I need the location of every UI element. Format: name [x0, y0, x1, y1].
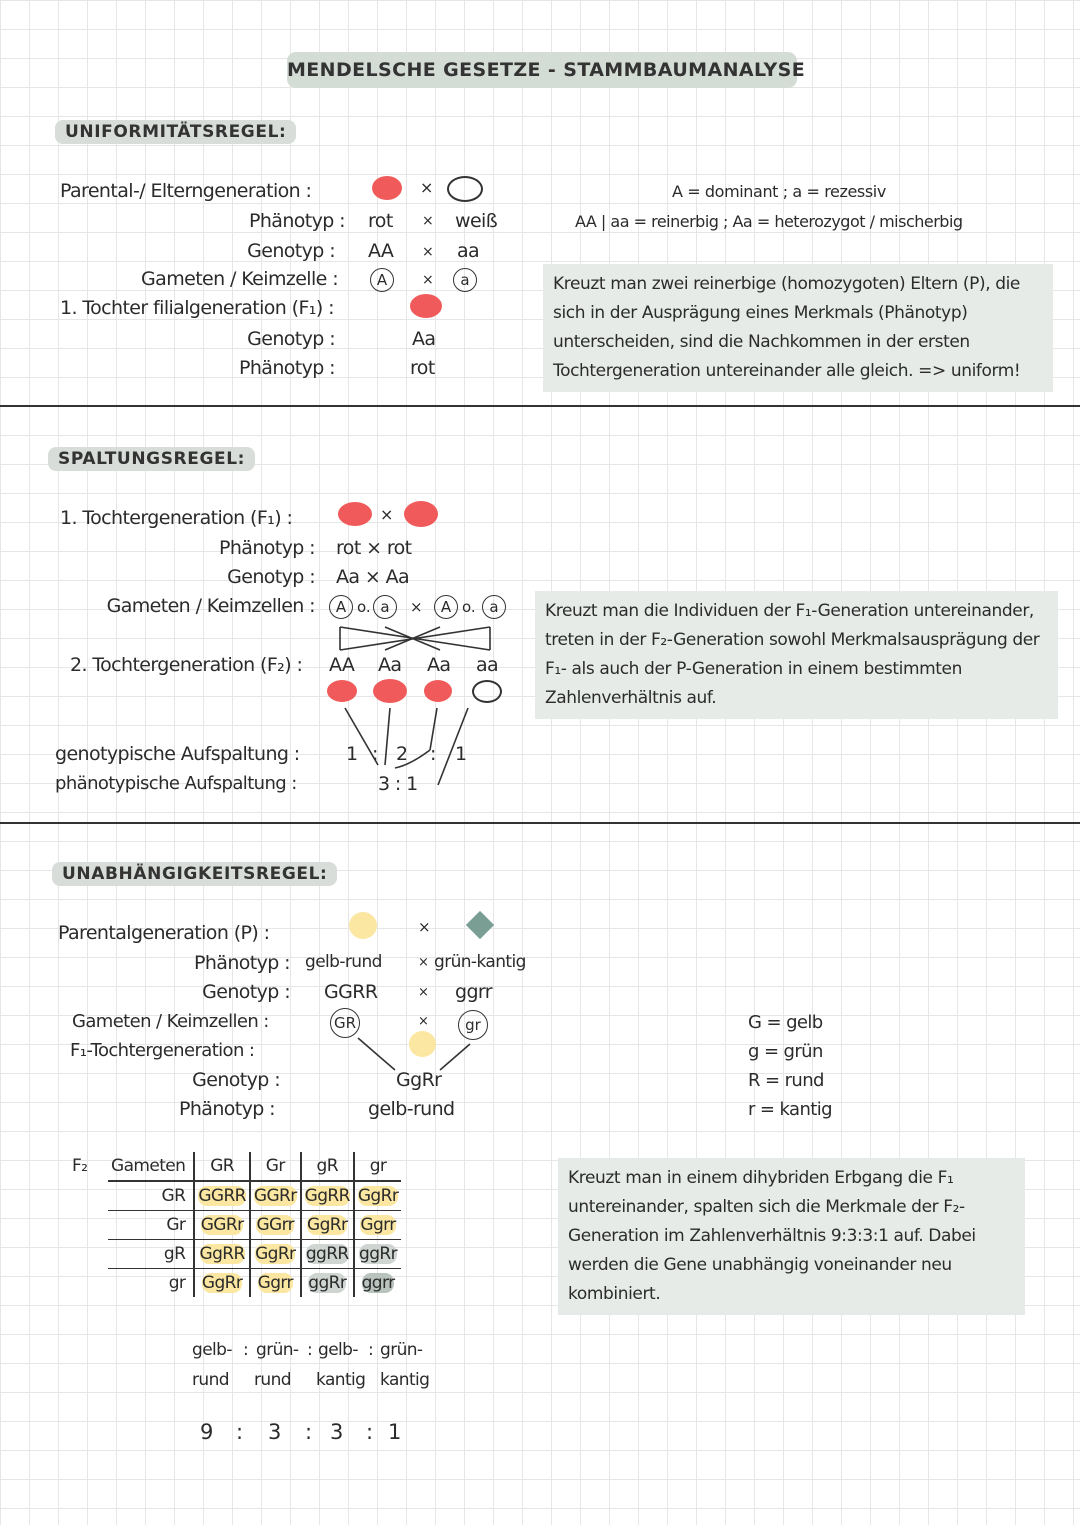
gamete-GR-circle: GR	[330, 1008, 360, 1038]
f1-yellow-round-pea	[409, 1031, 436, 1057]
ratio-label-round: rund	[254, 1370, 291, 1390]
ratio-sep: :	[366, 1420, 373, 1444]
legend-r: r = kantig	[748, 1099, 832, 1120]
punnett-cell	[301, 1211, 354, 1240]
parent-right-genotype: ggrr	[455, 981, 493, 1003]
parent-left-genotype: GGRR	[324, 981, 378, 1003]
punnett-cell	[301, 1240, 354, 1269]
label-gametes: Gameten / Keimzellen :	[72, 1011, 269, 1032]
label-f1-genotype: Genotyp :	[192, 1069, 280, 1091]
cross-symbol: ×	[422, 213, 434, 229]
punnett-square	[108, 1152, 401, 1297]
punnett-cell-text: GGRR	[198, 1186, 246, 1206]
punnett-cell-text: Ggrr	[257, 1273, 293, 1293]
gamete-A-circle: A	[329, 595, 353, 619]
label-f1-phenotype: Phänotyp :	[178, 1098, 275, 1120]
cross-symbol: ×	[418, 985, 429, 1000]
punnett-col-header: GR	[194, 1152, 250, 1181]
punnett-cell-text: Ggrr	[360, 1215, 396, 1235]
gamete-or: o.	[462, 598, 476, 616]
punnett-cell	[194, 1211, 250, 1240]
punnett-col-header: gR	[301, 1152, 354, 1181]
parent-left-phenotype: rot	[368, 210, 393, 232]
punnett-cell-text: GgRr	[307, 1215, 348, 1235]
gamete-or: o.	[357, 598, 371, 616]
punnett-cell-text: GGrr	[256, 1215, 295, 1235]
label-genotype: Genotyp :	[202, 981, 290, 1003]
punnett-cell-text: GgRR	[199, 1244, 245, 1264]
ratio-sep: :	[368, 1340, 374, 1360]
label-gametes: Gameten / Keimzelle :	[141, 268, 338, 290]
punnett-col-header: Gr	[250, 1152, 301, 1181]
punnett-cell-text: ggrr	[361, 1273, 395, 1293]
gamete-a-circle: a	[482, 595, 506, 619]
cross-symbol: ×	[418, 955, 429, 970]
f1-phenotype-value: rot	[410, 357, 435, 379]
label-gametes: Gameten / Keimzellen :	[106, 595, 315, 617]
punnett-cell	[194, 1181, 250, 1211]
pheno-ratio: 3 : 1	[378, 773, 418, 795]
ratio-number: 1	[388, 1420, 401, 1444]
parent-right-phenotype: grün-kantig	[434, 952, 526, 972]
ratio-label-green: grün-	[256, 1340, 299, 1360]
punnett-row-header: Gr	[108, 1211, 194, 1240]
punnett-col-header: gr	[354, 1152, 401, 1181]
label-f1-generation: 1. Tochter filialgeneration (F₁) :	[60, 297, 334, 319]
label-f1-generation: 1. Tochtergeneration (F₁) :	[60, 507, 293, 529]
heading-independence-rule: UNABHÄNGIGKEITSREGEL:	[52, 862, 337, 886]
gamete-a-circle: a	[373, 595, 397, 619]
gamete-gr-circle: gr	[458, 1010, 488, 1040]
label-f1-phenotype: Phänotyp :	[238, 357, 335, 379]
f2-label: F₂	[72, 1156, 88, 1176]
cross-symbol: ×	[420, 178, 434, 197]
punnett-cell-text: ggRr	[308, 1273, 347, 1293]
label-parental-generation: Parentalgeneration (P) :	[58, 922, 270, 944]
geno-ratio-1: 1	[346, 743, 358, 765]
punnett-row-header: gr	[168, 1273, 186, 1293]
punnett-cell	[250, 1181, 301, 1211]
f2-genotype-3: Aa	[427, 654, 451, 676]
ratio-label-angular: kantig	[316, 1370, 366, 1390]
punnett-cell-text: ggRr	[359, 1244, 398, 1264]
punnett-cell-text: ggRR	[305, 1244, 349, 1264]
independence-rule-explanation: Kreuzt man in einem dihybriden Erbgang die F₁ untereinander, spalten sich die Merkmale der F₂-Generation im Zahlenverhältnis 9:3:3:1 auf. Dabei werden die Gene unabhängig voneinander neu kombiniert.	[558, 1158, 1025, 1315]
punnett-cell-text: GgRR	[304, 1186, 350, 1206]
f2-genotype-2: Aa	[378, 654, 402, 676]
ratio-sep: :	[305, 1420, 312, 1444]
label-phenotypic-segregation: phänotypische Aufspaltung :	[55, 773, 297, 794]
geno-ratio-1b: 1	[455, 743, 467, 765]
section-divider	[0, 822, 1080, 824]
punnett-cell	[301, 1181, 354, 1211]
punnett-cell	[194, 1269, 250, 1298]
punnett-cell-text: GgRr	[255, 1244, 296, 1264]
uniformity-rule-explanation: Kreuzt man zwei reinerbige (homozygoten) Eltern (P), die sich in der Ausprägung eines Merkmals (Phänotyp) unterscheiden, sind die Nachkommen in der ersten Tochtergeneration untereinander alle gleich. => uniform!	[543, 264, 1053, 392]
punnett-cell-text: GGRr	[253, 1186, 297, 1206]
legend-G: G = gelb	[748, 1012, 823, 1033]
cross-symbol: ×	[422, 244, 434, 260]
label-phenotype: Phänotyp :	[218, 537, 315, 559]
geno-ratio-2: 2	[396, 743, 408, 765]
punnett-cell	[250, 1211, 301, 1240]
ratio-number: 3	[268, 1420, 281, 1444]
punnett-cell-text: GgRr	[357, 1186, 399, 1206]
ratio-label-yellow: gelb-	[192, 1340, 232, 1360]
punnett-row-header: gR	[108, 1240, 194, 1269]
geno-ratio-sep: :	[372, 743, 378, 765]
legend-g: g = grün	[748, 1041, 823, 1062]
ratio-sep: :	[236, 1420, 243, 1444]
label-genotypic-segregation: genotypische Aufspaltung :	[55, 743, 300, 765]
legend-homo-hetero: AA | aa = reinerbig ; Aa = heterozygot / mischerbig	[575, 212, 963, 231]
f1-genotype-value: Aa	[412, 328, 436, 350]
punnett-cell	[354, 1181, 401, 1211]
table-row	[108, 1269, 401, 1298]
punnett-cell	[250, 1269, 301, 1298]
cross-symbol: ×	[422, 272, 434, 288]
cross-symbol: ×	[418, 918, 431, 936]
label-genotype: Genotyp :	[247, 240, 335, 262]
punnett-cell	[301, 1269, 354, 1298]
punnett-cell	[250, 1240, 301, 1269]
ratio-label-green: grün-	[380, 1340, 423, 1360]
ratio-label-yellow: gelb-	[318, 1340, 358, 1360]
cross-symbol: ×	[380, 505, 394, 524]
parent-left-genotype: AA	[368, 240, 394, 262]
page-title: MENDELSCHE GESETZE - STAMMBAUMANALYSE	[287, 52, 797, 88]
f1-phenotype-value: gelb-rund	[368, 1098, 455, 1120]
label-phenotype: Phänotyp :	[193, 952, 290, 974]
punnett-cell	[194, 1240, 250, 1269]
gamete-A-circle: A	[370, 268, 394, 292]
punnett-cell	[354, 1211, 401, 1240]
punnett-cell-text: GGRr	[200, 1215, 244, 1235]
ratio-number: 3	[330, 1420, 343, 1444]
label-parental-generation: Parental-/ Elterngeneration :	[60, 180, 312, 202]
label-f2-generation: 2. Tochtergeneration (F₂) :	[70, 654, 303, 676]
ratio-sep: :	[243, 1340, 249, 1360]
legend-dominant-recessive: A = dominant ; a = rezessiv	[672, 182, 886, 201]
table-row	[108, 1240, 401, 1269]
parent-right-genotype: aa	[457, 240, 480, 262]
heading-segregation-rule: SPALTUNGSREGEL:	[48, 447, 255, 471]
label-f1-generation: F₁-Tochtergeneration :	[70, 1040, 255, 1061]
punnett-corner: Gameten	[108, 1152, 194, 1181]
punnett-header-row	[108, 1152, 401, 1181]
label-genotype: Genotyp :	[227, 566, 315, 588]
punnett-row-header: GR	[108, 1181, 194, 1211]
legend-R: R = rund	[748, 1070, 824, 1091]
parent-left-phenotype: gelb-rund	[305, 952, 382, 972]
geno-ratio-sep: :	[430, 743, 436, 765]
segregation-rule-explanation: Kreuzt man die Individuen der F₁-Generation untereinander, treten in der F₂-Generation sowohl Merkmalsausprägung der F₁- als auch der P-Generation in einem bestimmten Zahlenverhältnis auf.	[535, 591, 1058, 719]
cross-symbol: ×	[410, 598, 423, 616]
parent-right-phenotype: weiß	[455, 210, 498, 232]
heading-uniformity-rule: UNIFORMITÄTSREGEL:	[55, 120, 296, 144]
ratio-label-angular: kantig	[380, 1370, 430, 1390]
f1-phenotype-cross: rot × rot	[336, 537, 412, 559]
f2-genotype-1: AA	[329, 654, 355, 676]
cross-symbol: ×	[418, 1014, 429, 1029]
punnett-cell	[354, 1240, 401, 1269]
table-row	[108, 1181, 401, 1211]
gamete-A-circle: A	[434, 595, 458, 619]
punnett-cell	[354, 1269, 401, 1298]
yellow-round-pea	[349, 912, 377, 939]
ratio-sep: :	[307, 1340, 313, 1360]
punnett-cell-text: GgRr	[201, 1273, 243, 1293]
gamete-a-circle: a	[453, 268, 477, 292]
table-row	[108, 1211, 401, 1240]
ratio-number: 9	[200, 1420, 213, 1444]
f1-genotype-cross: Aa × Aa	[336, 566, 410, 588]
ratio-label-round: rund	[192, 1370, 229, 1390]
f1-genotype-value: GgRr	[396, 1069, 442, 1091]
label-phenotype: Phänotyp :	[248, 210, 345, 232]
f2-genotype-4: aa	[476, 654, 499, 676]
label-f1-genotype: Genotyp :	[247, 328, 335, 350]
